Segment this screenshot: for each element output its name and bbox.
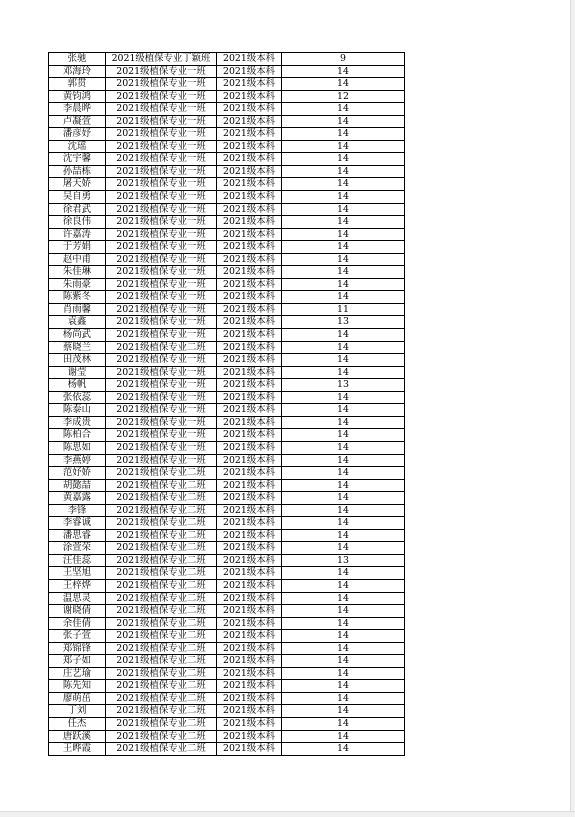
student-name-cell: 郑子如: [49, 655, 106, 668]
table-row: [49, 655, 405, 668]
student-name-cell: 张驰: [49, 53, 106, 66]
count-cell: 11: [282, 303, 405, 316]
student-name-cell: 沈瑶: [49, 140, 106, 153]
grade-level-cell: 2021级本科: [217, 178, 282, 191]
class-cell: 2021级植保专业一班: [106, 429, 217, 442]
class-cell: 2021级植保专业二班: [106, 705, 217, 718]
grade-level-cell: 2021级本科: [217, 579, 282, 592]
student-name-cell: 黄嘉露: [49, 492, 106, 505]
grade-level-cell: 2021级本科: [217, 404, 282, 417]
grade-level-cell: 2021级本科: [217, 128, 282, 141]
table-row: [49, 191, 405, 204]
table-row: [49, 216, 405, 229]
table-row: [49, 90, 405, 103]
count-cell: 14: [282, 667, 405, 680]
grade-level-cell: 2021级本科: [217, 115, 282, 128]
class-cell: 2021级植保专业一班: [106, 454, 217, 467]
grade-level-cell: 2021级本科: [217, 705, 282, 718]
class-cell: 2021级植保专业一班: [106, 416, 217, 429]
student-name-cell: 吴自勇: [49, 191, 106, 204]
student-name-cell: 许嘉涛: [49, 228, 106, 241]
class-cell: 2021级植保专业一班: [106, 228, 217, 241]
table-row: [49, 78, 405, 91]
student-name-cell: 潘思睿: [49, 529, 106, 542]
student-name-cell: 李晨晔: [49, 103, 106, 116]
student-name-cell: 潘彦妤: [49, 128, 106, 141]
grade-level-cell: 2021级本科: [217, 504, 282, 517]
student-name-cell: 汪佳蕊: [49, 554, 106, 567]
student-name-cell: 任杰: [49, 717, 106, 730]
table-row: [49, 53, 405, 66]
class-cell: 2021级植保专业一班: [106, 191, 217, 204]
grade-level-cell: 2021级本科: [217, 354, 282, 367]
grade-level-cell: 2021级本科: [217, 216, 282, 229]
student-name-cell: 赵中甫: [49, 253, 106, 266]
student-name-cell: 涂萱荣: [49, 542, 106, 555]
student-name-cell: 胡懿喆: [49, 479, 106, 492]
count-cell: 14: [282, 542, 405, 555]
count-cell: 14: [282, 630, 405, 643]
count-cell: 14: [282, 429, 405, 442]
count-cell: 14: [282, 529, 405, 542]
student-name-cell: 余佳倩: [49, 617, 106, 630]
grade-level-cell: 2021级本科: [217, 191, 282, 204]
count-cell: 14: [282, 743, 405, 756]
class-cell: 2021级植保专业一班: [106, 140, 217, 153]
table-row: [49, 278, 405, 291]
student-name-cell: 李睿诚: [49, 517, 106, 530]
class-cell: 2021级植保专业二班: [106, 492, 217, 505]
student-name-cell: 温思灵: [49, 592, 106, 605]
class-cell: 2021级植保专业二班: [106, 642, 217, 655]
student-name-cell: 杨尚武: [49, 329, 106, 342]
count-cell: 14: [282, 115, 405, 128]
student-name-cell: 屠天娇: [49, 178, 106, 191]
class-cell: 2021级植保专业二班: [106, 479, 217, 492]
class-cell: 2021级植保专业一班: [106, 316, 217, 329]
table-row: [49, 579, 405, 592]
count-cell: 14: [282, 78, 405, 91]
student-name-cell: 邓海玲: [49, 65, 106, 78]
student-name-cell: 丁刘: [49, 705, 106, 718]
count-cell: 14: [282, 517, 405, 530]
table-row: [49, 554, 405, 567]
table-row: [49, 291, 405, 304]
class-cell: 2021级植保专业一班: [106, 78, 217, 91]
table-row: [49, 692, 405, 705]
class-cell: 2021级植保专业二班: [106, 542, 217, 555]
student-name-cell: 孙喆栋: [49, 165, 106, 178]
student-name-cell: 张子萱: [49, 630, 106, 643]
count-cell: 14: [282, 479, 405, 492]
count-cell: 14: [282, 492, 405, 505]
table-row: [49, 529, 405, 542]
grade-level-cell: 2021级本科: [217, 316, 282, 329]
count-cell: 14: [282, 140, 405, 153]
count-cell: 14: [282, 329, 405, 342]
table-row: [49, 316, 405, 329]
count-cell: 14: [282, 730, 405, 743]
count-cell: 14: [282, 680, 405, 693]
class-cell: 2021级植保专业一班: [106, 366, 217, 379]
grade-level-cell: 2021级本科: [217, 630, 282, 643]
table-row: [49, 592, 405, 605]
count-cell: 14: [282, 128, 405, 141]
student-name-cell: 朱佳琳: [49, 266, 106, 279]
count-cell: 14: [282, 717, 405, 730]
class-cell: 2021级植保专业一班: [106, 404, 217, 417]
count-cell: 14: [282, 567, 405, 580]
table-row: [49, 717, 405, 730]
table-row: [49, 479, 405, 492]
table-row: [49, 140, 405, 153]
grade-level-cell: 2021级本科: [217, 165, 282, 178]
table-row: [49, 266, 405, 279]
student-name-cell: 张依蕊: [49, 391, 106, 404]
grade-level-cell: 2021级本科: [217, 692, 282, 705]
class-cell: 2021级植保专业一班: [106, 103, 217, 116]
table-row: [49, 303, 405, 316]
count-cell: 14: [282, 354, 405, 367]
count-cell: 14: [282, 165, 405, 178]
grade-level-cell: 2021级本科: [217, 554, 282, 567]
grade-level-cell: 2021级本科: [217, 429, 282, 442]
student-name-cell: 李燕婷: [49, 454, 106, 467]
count-cell: 14: [282, 266, 405, 279]
class-cell: 2021级植保专业二班: [106, 630, 217, 643]
table-row: [49, 492, 405, 505]
count-cell: 14: [282, 655, 405, 668]
page-bottom-edge: [0, 811, 575, 817]
count-cell: 9: [282, 53, 405, 66]
class-cell: 2021级植保专业一班: [106, 216, 217, 229]
class-cell: 2021级植保专业二班: [106, 579, 217, 592]
count-cell: 14: [282, 692, 405, 705]
grade-level-cell: 2021级本科: [217, 655, 282, 668]
count-cell: 14: [282, 454, 405, 467]
student-name-cell: 廖萌茁: [49, 692, 106, 705]
count-cell: 14: [282, 65, 405, 78]
class-cell: 2021级植保专业一班: [106, 90, 217, 103]
count-cell: 14: [282, 504, 405, 517]
class-cell: 2021级植保专业一班: [106, 178, 217, 191]
grade-level-cell: 2021级本科: [217, 303, 282, 316]
grade-level-cell: 2021级本科: [217, 278, 282, 291]
student-name-cell: 谢晓倩: [49, 605, 106, 618]
grade-level-cell: 2021级本科: [217, 680, 282, 693]
class-cell: 2021级植保专业一班: [106, 329, 217, 342]
grade-level-cell: 2021级本科: [217, 341, 282, 354]
student-name-cell: 陈先知: [49, 680, 106, 693]
student-name-cell: 杨帆: [49, 379, 106, 392]
student-name-cell: 黄钧鸿: [49, 90, 106, 103]
student-name-cell: 王梓烨: [49, 579, 106, 592]
grade-level-cell: 2021级本科: [217, 667, 282, 680]
table-row: [49, 667, 405, 680]
student-name-cell: 于芳娟: [49, 241, 106, 254]
vertical-scrollbar[interactable]: [570, 0, 575, 817]
student-name-cell: 肖雨馨: [49, 303, 106, 316]
student-name-cell: 唐跃溪: [49, 730, 106, 743]
table-row: [49, 391, 405, 404]
grade-level-cell: 2021级本科: [217, 391, 282, 404]
table-row: [49, 253, 405, 266]
table-row: [49, 705, 405, 718]
count-cell: 14: [282, 592, 405, 605]
class-cell: 2021级植保专业一班: [106, 165, 217, 178]
class-cell: 2021级植保专业一班: [106, 441, 217, 454]
count-cell: 14: [282, 291, 405, 304]
class-cell: 2021级植保专业二班: [106, 617, 217, 630]
count-cell: 14: [282, 404, 405, 417]
roster-table-body: [49, 53, 405, 756]
count-cell: 14: [282, 341, 405, 354]
grade-level-cell: 2021级本科: [217, 479, 282, 492]
count-cell: 14: [282, 579, 405, 592]
count-cell: 14: [282, 203, 405, 216]
table-row: [49, 153, 405, 166]
table-row: [49, 366, 405, 379]
count-cell: 14: [282, 191, 405, 204]
count-cell: 14: [282, 253, 405, 266]
class-cell: 2021级植保专业二班: [106, 717, 217, 730]
class-cell: 2021级植保专业一班: [106, 303, 217, 316]
class-cell: 2021级植保专业一班: [106, 115, 217, 128]
count-cell: 13: [282, 316, 405, 329]
grade-level-cell: 2021级本科: [217, 241, 282, 254]
class-cell: 2021级植保专业一班: [106, 379, 217, 392]
class-cell: 2021级植保专业一班: [106, 354, 217, 367]
student-name-cell: 庄艺瑜: [49, 667, 106, 680]
student-name-cell: 袁鑫: [49, 316, 106, 329]
class-cell: 2021级植保专业一班: [106, 65, 217, 78]
count-cell: 14: [282, 467, 405, 480]
student-name-cell: 李成贵: [49, 416, 106, 429]
class-cell: 2021级植保专业二班: [106, 341, 217, 354]
student-name-cell: 蔡晓兰: [49, 341, 106, 354]
grade-level-cell: 2021级本科: [217, 454, 282, 467]
student-name-cell: 陈柏合: [49, 429, 106, 442]
class-cell: 2021级植保专业一班: [106, 153, 217, 166]
student-name-cell: 朱雨豪: [49, 278, 106, 291]
grade-level-cell: 2021级本科: [217, 329, 282, 342]
grade-level-cell: 2021级本科: [217, 605, 282, 618]
grade-level-cell: 2021级本科: [217, 266, 282, 279]
grade-level-cell: 2021级本科: [217, 592, 282, 605]
grade-level-cell: 2021级本科: [217, 617, 282, 630]
class-cell: 2021级植保专业一班: [106, 266, 217, 279]
table-row: [49, 379, 405, 392]
grade-level-cell: 2021级本科: [217, 65, 282, 78]
count-cell: 14: [282, 153, 405, 166]
table-row: [49, 630, 405, 643]
class-cell: 2021级植保专业一班: [106, 391, 217, 404]
table-row: [49, 65, 405, 78]
class-cell: 2021级植保专业二班: [106, 692, 217, 705]
table-row: [49, 680, 405, 693]
class-cell: 2021级植保专业一班: [106, 291, 217, 304]
count-cell: 14: [282, 391, 405, 404]
table-row: [49, 354, 405, 367]
student-name-cell: 郑锦锋: [49, 642, 106, 655]
student-name-cell: 范妤娇: [49, 467, 106, 480]
grade-level-cell: 2021级本科: [217, 743, 282, 756]
table-row: [49, 128, 405, 141]
table-row: [49, 605, 405, 618]
table-row: [49, 228, 405, 241]
grade-level-cell: 2021级本科: [217, 529, 282, 542]
student-name-cell: 王坚旭: [49, 567, 106, 580]
grade-level-cell: 2021级本科: [217, 53, 282, 66]
grade-level-cell: 2021级本科: [217, 153, 282, 166]
grade-level-cell: 2021级本科: [217, 228, 282, 241]
class-cell: 2021级植保专业一班: [106, 241, 217, 254]
student-name-cell: 卢凝萱: [49, 115, 106, 128]
count-cell: 14: [282, 605, 405, 618]
grade-level-cell: 2021级本科: [217, 416, 282, 429]
count-cell: 14: [282, 617, 405, 630]
table-row: [49, 517, 405, 530]
grade-level-cell: 2021级本科: [217, 467, 282, 480]
table-row: [49, 642, 405, 655]
table-row: [49, 404, 405, 417]
count-cell: 14: [282, 705, 405, 718]
grade-level-cell: 2021级本科: [217, 78, 282, 91]
student-name-cell: 田茂林: [49, 354, 106, 367]
count-cell: 12: [282, 90, 405, 103]
class-cell: 2021级植保专业二班: [106, 467, 217, 480]
class-cell: 2021级植保专业一班: [106, 128, 217, 141]
grade-level-cell: 2021级本科: [217, 90, 282, 103]
student-name-cell: 沈宇馨: [49, 153, 106, 166]
table-row: [49, 454, 405, 467]
class-cell: 2021级植保专业二班: [106, 605, 217, 618]
table-row: [49, 467, 405, 480]
count-cell: 14: [282, 642, 405, 655]
count-cell: 14: [282, 228, 405, 241]
student-name-cell: 陈思如: [49, 441, 106, 454]
student-name-cell: 郭贯: [49, 78, 106, 91]
table-row: [49, 329, 405, 342]
count-cell: 14: [282, 416, 405, 429]
count-cell: 14: [282, 216, 405, 229]
grade-level-cell: 2021级本科: [217, 717, 282, 730]
count-cell: 14: [282, 178, 405, 191]
grade-level-cell: 2021级本科: [217, 291, 282, 304]
class-cell: 2021级植保专业一班: [106, 203, 217, 216]
table-row: [49, 504, 405, 517]
grade-level-cell: 2021级本科: [217, 103, 282, 116]
table-row: [49, 542, 405, 555]
student-name-cell: 陈泰山: [49, 404, 106, 417]
table-row: [49, 203, 405, 216]
count-cell: 13: [282, 379, 405, 392]
table-row: [49, 429, 405, 442]
grade-level-cell: 2021级本科: [217, 379, 282, 392]
count-cell: 14: [282, 103, 405, 116]
table-row: [49, 165, 405, 178]
grade-level-cell: 2021级本科: [217, 203, 282, 216]
grade-level-cell: 2021级本科: [217, 366, 282, 379]
grade-level-cell: 2021级本科: [217, 567, 282, 580]
class-cell: 2021级植保专业二班: [106, 655, 217, 668]
table-row: [49, 241, 405, 254]
table-row: [49, 441, 405, 454]
class-cell: 2021级植保专业一班: [106, 278, 217, 291]
table-row: [49, 115, 405, 128]
table-row: [49, 743, 405, 756]
table-row: [49, 567, 405, 580]
student-name-cell: 陈紫冬: [49, 291, 106, 304]
student-name-cell: 谢莹: [49, 366, 106, 379]
grade-level-cell: 2021级本科: [217, 441, 282, 454]
grade-level-cell: 2021级本科: [217, 517, 282, 530]
class-cell: 2021级植保专业二班: [106, 743, 217, 756]
grade-level-cell: 2021级本科: [217, 542, 282, 555]
class-cell: 2021级植保专业二班: [106, 554, 217, 567]
count-cell: 14: [282, 278, 405, 291]
class-cell: 2021级植保专业二班: [106, 529, 217, 542]
class-cell: 2021级植保专业二班: [106, 504, 217, 517]
class-cell: 2021级植保专业二班: [106, 592, 217, 605]
class-cell: 2021级植保专业二班: [106, 667, 217, 680]
grade-level-cell: 2021级本科: [217, 140, 282, 153]
student-name-cell: 徐良伟: [49, 216, 106, 229]
count-cell: 14: [282, 441, 405, 454]
class-cell: 2021级植保专业丁颖班: [106, 53, 217, 66]
student-roster-table: [48, 52, 405, 756]
count-cell: 13: [282, 554, 405, 567]
table-row: [49, 416, 405, 429]
class-cell: 2021级植保专业二班: [106, 680, 217, 693]
count-cell: 14: [282, 366, 405, 379]
class-cell: 2021级植保专业一班: [106, 253, 217, 266]
table-row: [49, 103, 405, 116]
grade-level-cell: 2021级本科: [217, 253, 282, 266]
count-cell: 14: [282, 241, 405, 254]
table-row: [49, 178, 405, 191]
table-row: [49, 617, 405, 630]
grade-level-cell: 2021级本科: [217, 642, 282, 655]
student-name-cell: 徐君武: [49, 203, 106, 216]
student-name-cell: 李锋: [49, 504, 106, 517]
grade-level-cell: 2021级本科: [217, 730, 282, 743]
table-row: [49, 341, 405, 354]
class-cell: 2021级植保专业二班: [106, 517, 217, 530]
class-cell: 2021级植保专业二班: [106, 730, 217, 743]
table-row: [49, 730, 405, 743]
student-name-cell: 王晔霞: [49, 743, 106, 756]
grade-level-cell: 2021级本科: [217, 492, 282, 505]
class-cell: 2021级植保专业二班: [106, 567, 217, 580]
